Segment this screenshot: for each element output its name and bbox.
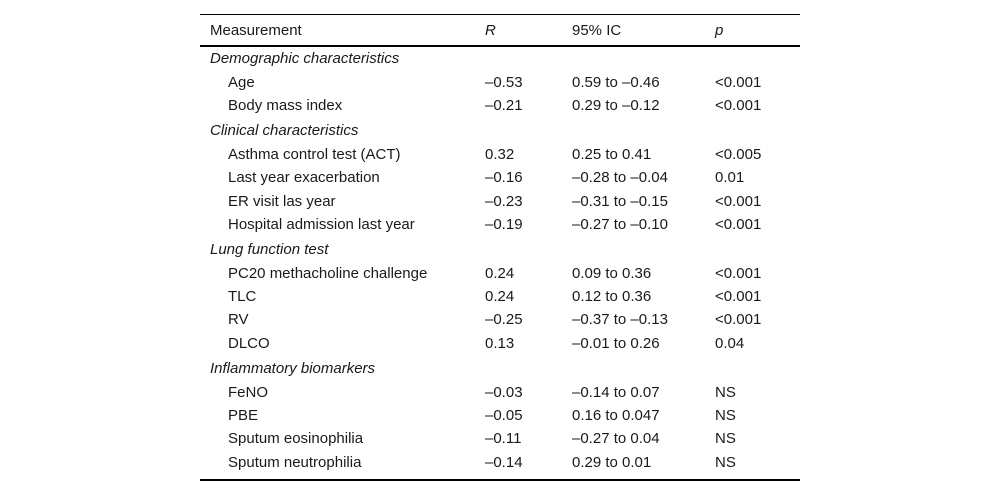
table-row: [200, 308, 800, 331]
r-value-cell: –0.53: [485, 73, 523, 91]
col-header-r: R: [485, 21, 496, 39]
p-value-cell: <0.001: [715, 192, 762, 210]
measurement-cell: Sputum eosinophilia: [228, 430, 364, 448]
col-header-p: p: [715, 21, 724, 39]
ci-cell: 0.12 to 0.36: [572, 288, 652, 306]
measurement-cell: PC20 methacholine challenge: [228, 264, 428, 282]
p-value-cell: <0.001: [715, 96, 762, 114]
correlation-table: [200, 14, 800, 481]
r-value-cell: –0.03: [485, 383, 523, 401]
measurement-cell: Last year exacerbation: [228, 169, 380, 187]
table-row: [200, 332, 800, 355]
p-value-cell: NS: [715, 383, 736, 401]
table-row: [200, 143, 800, 166]
col-header-95ic: 95% IC: [572, 21, 622, 39]
r-value-cell: –0.16: [485, 169, 523, 187]
r-value-cell: –0.19: [485, 215, 523, 233]
measurement-cell: DLCO: [228, 334, 270, 352]
section-label: Demographic characteristics: [210, 50, 400, 68]
measurement-cell: Body mass index: [228, 96, 343, 114]
measurement-cell: TLC: [228, 288, 257, 306]
r-value-cell: 0.13: [485, 334, 515, 352]
measurement-cell: ER visit las year: [228, 192, 336, 210]
ci-cell: –0.14 to 0.07: [572, 383, 660, 401]
section-label-lung-function: [200, 238, 800, 261]
col-header-measurement: Measurement: [210, 21, 302, 39]
table-row: [200, 94, 800, 117]
ci-cell: 0.29 to –0.12: [572, 96, 660, 114]
ci-cell: 0.59 to –0.46: [572, 73, 660, 91]
section-label: Lung function test: [210, 241, 329, 259]
section-label: Inflammatory biomarkers: [210, 360, 376, 378]
ci-cell: –0.27 to 0.04: [572, 430, 660, 448]
table-row: [200, 380, 800, 403]
p-value-cell: <0.001: [715, 311, 762, 329]
measurement-cell: PBE: [228, 407, 259, 425]
section-label-clinical: [200, 119, 800, 142]
r-value-cell: –0.25: [485, 311, 523, 329]
ci-cell: 0.16 to 0.047: [572, 407, 660, 425]
ci-cell: –0.31 to –0.15: [572, 192, 668, 210]
measurement-cell: Age: [228, 73, 255, 91]
r-value-cell: 0.24: [485, 288, 515, 306]
p-value-cell: NS: [715, 430, 736, 448]
ci-cell: –0.28 to –0.04: [572, 169, 668, 187]
ci-cell: –0.27 to –0.10: [572, 215, 668, 233]
measurement-cell: Sputum neutrophilia: [228, 453, 362, 471]
r-value-cell: 0.24: [485, 264, 515, 282]
table-row: [200, 166, 800, 189]
section-label-inflammatory: [200, 357, 800, 380]
p-value-cell: <0.001: [715, 264, 762, 282]
p-value-cell: NS: [715, 407, 736, 425]
table-header-row: [200, 15, 800, 47]
measurement-cell: Asthma control test (ACT): [228, 145, 401, 163]
table-row: [200, 262, 800, 285]
ci-cell: –0.37 to –0.13: [572, 311, 668, 329]
table-row: [200, 189, 800, 212]
measurement-cell: RV: [228, 311, 249, 329]
ci-cell: 0.25 to 0.41: [572, 145, 652, 163]
table-row: [200, 427, 800, 450]
measurement-cell: Hospital admission last year: [228, 215, 415, 233]
ci-cell: –0.01 to 0.26: [572, 334, 660, 352]
table-row: [200, 285, 800, 308]
r-value-cell: 0.32: [485, 145, 515, 163]
p-value-cell: <0.005: [715, 145, 762, 163]
table-row: [200, 70, 800, 93]
p-value-cell: 0.01: [715, 169, 745, 187]
table-row: [200, 451, 800, 474]
p-value-cell: 0.04: [715, 334, 745, 352]
ci-cell: 0.29 to 0.01: [572, 453, 652, 471]
section-label: Clinical characteristics: [210, 122, 359, 140]
r-value-cell: –0.14: [485, 453, 523, 471]
p-value-cell: <0.001: [715, 288, 762, 306]
ci-cell: 0.09 to 0.36: [572, 264, 652, 282]
table-row: [200, 213, 800, 236]
p-value-cell: <0.001: [715, 73, 762, 91]
table-row: [200, 404, 800, 427]
p-value-cell: NS: [715, 453, 736, 471]
measurement-cell: FeNO: [228, 383, 269, 401]
r-value-cell: –0.05: [485, 407, 523, 425]
r-value-cell: –0.11: [485, 430, 522, 448]
p-value-cell: <0.001: [715, 215, 762, 233]
section-label-demographic: [200, 47, 800, 70]
r-value-cell: –0.23: [485, 192, 523, 210]
r-value-cell: –0.21: [485, 96, 523, 114]
